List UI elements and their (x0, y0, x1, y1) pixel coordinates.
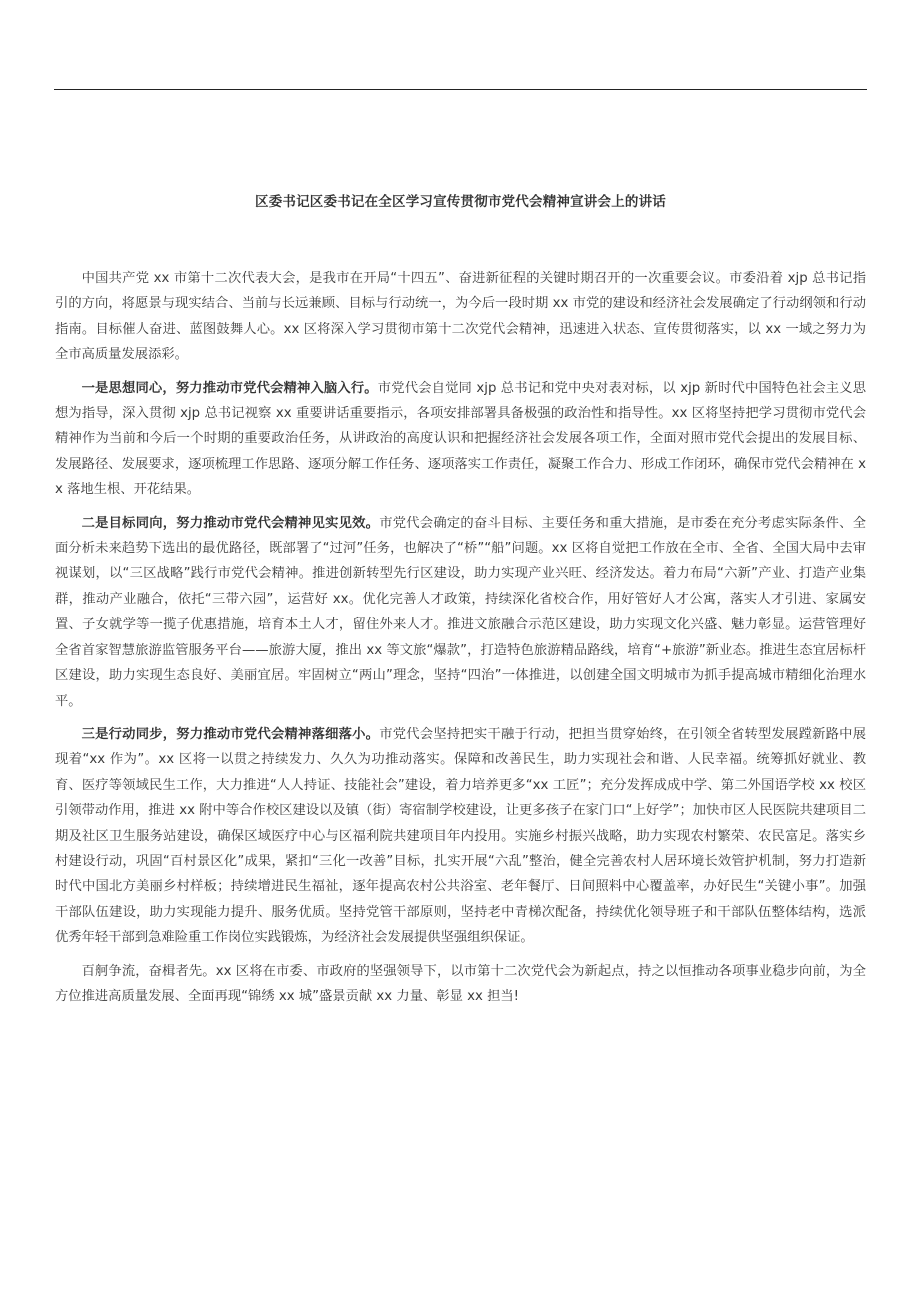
paragraph-text: 中国共产党 xx 市第十二次代表大会，是我市在开局“十四五”、奋进新征程的关键时期召开的一次重要会议。市委沿着 xjp 总书记指引的方向，将愿景与现实结合、当前与长远兼顾、目标与行动统一，为今后一段时期 xx 市党的建设和经济社会发展确定了行动纲领和行动指南。目标催人奋进、蓝图鼓舞人心。xx 区将深入学习贯彻市第十二次党代会精神，迅速进入状态、宣传贯彻落实，以 xx 一域之努力为全市高质量发展添彩。 (55, 271, 866, 363)
paragraph-lead: 二是目标同向，努力推动市党代会精神见实见效。 (81, 515, 380, 531)
paragraph-intro (55, 266, 866, 368)
paragraph-conclusion (55, 959, 866, 1010)
document-title: 区委书记区委书记在全区学习宣传贯彻市党代会精神宣讲会上的讲话 (255, 194, 666, 210)
paragraph-text: 市党代会确定的奋斗目标、主要任务和重大措施，是市委在充分考虑实际条件、全面分析未来趋势下选出的最优路径，既部署了“过河”任务，也解决了“桥”“船”问题。xx 区将自觉把工作放在全市、全省、全国大局中去审视谋划，以“三区战略”践行市党代会精神。推进创新转型先行区建设，助力实现产业兴旺、经济发达。着力布局“六新”产业、打造产业集群，推动产业融合，依托“三带六园”，运营好 xx。优化完善人才政策，持续深化省校合作，用好管好人才公寓，落实人才引进、家属安置、子女就学等一揽子优惠措施，培育本土人才，留住外来人才。推进文旅融合示范区建设，助力实现文化兴盛、魅力彰显。运营管理好全省首家智慧旅游监管服务平台——旅游大厦，推出 xx 等文旅“爆款”，打造特色旅游精品路线，培育“+旅游”新业态。推进生态宜居标杆区建设，助力实现生态良好、美丽宜居。牢固树立“两山”理念，坚持“四治”一体推进，以创建全国文明城市为抓手提高城市精细化治理水平。 (55, 515, 867, 709)
header-rule (54, 89, 867, 90)
paragraph-point-three (55, 722, 866, 951)
document-body (55, 266, 866, 1017)
paragraph-lead: 三是行动同步，努力推动市党代会精神落细落小。 (81, 726, 380, 742)
paragraph-text: 百舸争流，奋楫者先。xx 区将在市委、市政府的坚强领导下，以市第十二次党代会为新起点，持之以恒推动各项事业稳步向前，为全方位推进高质量发展、全面再现“锦绣 xx 城”盛景贡献 xx 力量、彰显 xx 担当! (55, 963, 866, 1004)
paragraph-point-one (55, 376, 866, 503)
paragraph-point-two (55, 511, 866, 714)
paragraph-lead: 一是思想同心，努力推动市党代会精神入脑入行。 (81, 380, 378, 396)
paragraph-text: 市党代会自觉同 xjp 总书记和党中央对表对标，以 xjp 新时代中国特色社会主义思想为指导，深入贯彻 xjp 总书记视察 xx 重要讲话重要指示，各项安排部署具备极强的政治性和指导性。xx 区将坚持把学习贯彻市党代会精神作为当前和今后一个时期的重要政治任务，从讲政治的高度认识和把握经济社会发展各项工作，全面对照市党代会提出的发展目标、发展路径、发展要求，逐项梳理工作思路、逐项分解工作任务、逐项落实工作责任，凝聚工作合力、形成工作闭环，确保市党代会精神在 xx 落地生根、开花结果。 (55, 380, 866, 498)
paragraph-text: 市党代会坚持把实干融于行动，把担当贯穿始终，在引领全省转型发展蹚新路中展现着“xx 作为”。xx 区将一以贯之持续发力、久久为功推动落实。保障和改善民生，助力实现社会和谐、人民幸福。统筹抓好就业、教育、医疗等领域民生工作，大力推进“人人持证、技能社会”建设，着力培养更多“xx 工匠”；充分发挥成成中学、第二外国语学校 xx 校区引领带动作用，推进 xx 附中等合作校区建设以及镇（街）寄宿制学校建设，让更多孩子在家门口“上好学”；加快市区人民医院共建项目二期及社区卫生服务站建设，确保区域医疗中心与区福利院共建项目年内投用。实施乡村振兴战略，助力实现农村繁荣、农民富足。落实乡村建设行动，巩固“百村景区化”成果，紧扣“三化一改善”目标，扎实开展“六乱”整治，健全完善农村人居环境长效管护机制，努力打造新时代中国北方美丽乡村样板；持续增进民生福祉，逐年提高农村公共浴室、老年餐厅、日间照料中心覆盖率，办好民生“关键小事”。加强干部队伍建设，助力实现能力提升、服务优质。坚持党管干部原则，坚持老中青梯次配备，持续优化领导班子和干部队伍整体结构，选派优秀年轻干部到急难险重工作岗位实践锻炼，为经济社会发展提供坚强组织保证。 (55, 726, 867, 946)
